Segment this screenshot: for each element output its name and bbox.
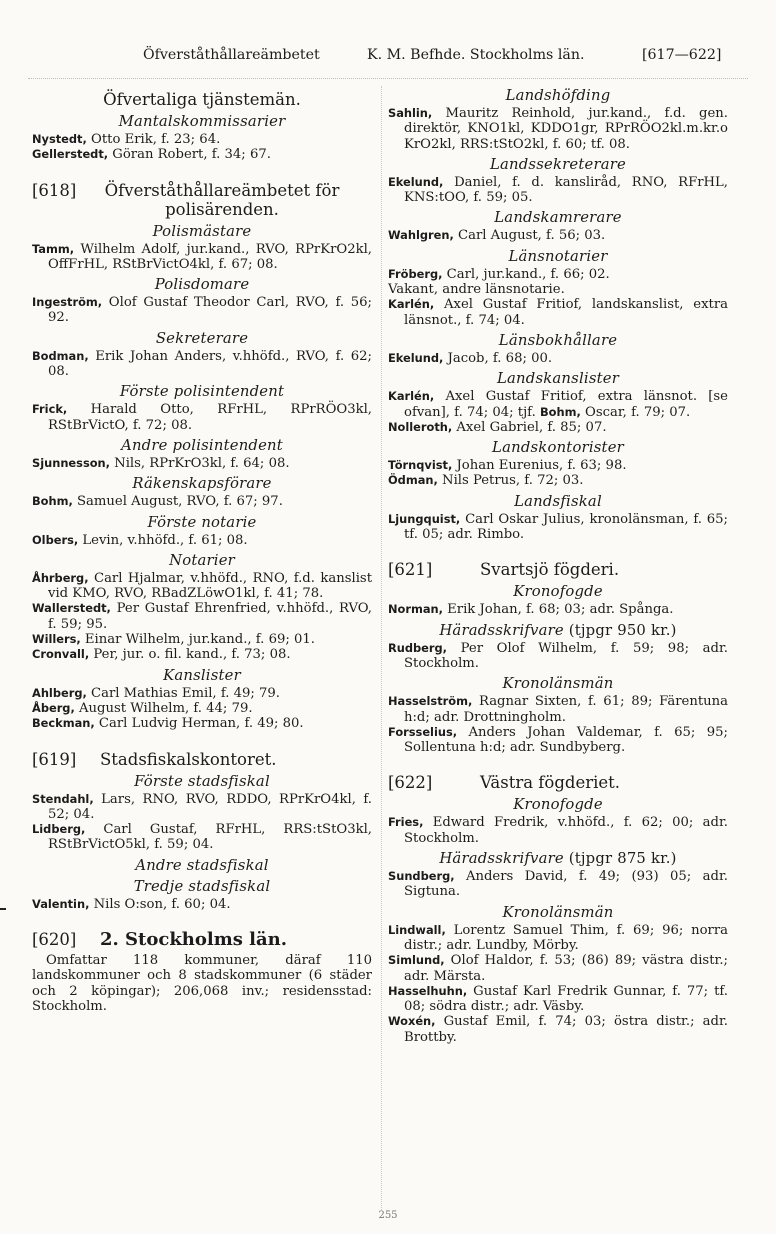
entry-text: Lorentz Samuel Thim, f. 69; 96; norra distr.; adr. Lundby, Mörby. xyxy=(404,922,728,953)
entry xyxy=(32,701,372,716)
entry-name: Beckman, xyxy=(32,716,95,731)
role-heading: Sekreterare xyxy=(155,329,249,347)
section-618-heading xyxy=(32,181,372,219)
entry xyxy=(32,647,372,662)
entry-name: Woxén, xyxy=(388,1014,436,1029)
entry-text: Mauritz Reinhold, jur.kand., f.d. gen. direktör, KNO1kl, KDDO1gr, RPrRÖO2kl.m.kr.o KrO2kl, RRS:tStO2kl, f. 60; tf. 08. xyxy=(404,106,728,152)
entry-text: August Wilhelm, f. 44; 79. xyxy=(74,700,253,716)
entry xyxy=(388,389,728,420)
entry-text: Harald Otto, RFrHL, RPrRÖO3kl, RStBrVictO, f. 72; 08. xyxy=(48,402,372,433)
entry-text: Gustaf Emil, f. 74; 03; östra distr.; adr. Brottby. xyxy=(404,1014,728,1045)
entry xyxy=(32,792,372,823)
entry xyxy=(32,533,372,548)
entry-name: Wahlgren, xyxy=(388,228,454,243)
section-619-heading xyxy=(32,750,372,769)
entry-text: Jacob, f. 68; 00. xyxy=(443,350,553,366)
entry xyxy=(388,267,728,282)
section-title: Stadsfiskalskontoret. xyxy=(100,749,277,769)
entry-name: Frick, xyxy=(32,402,68,417)
entry-text: Daniel, f. d. kansliråd, RNO, RFrHL, KNS:tOO, f. 59; 05. xyxy=(404,174,728,206)
role-heading xyxy=(388,622,728,639)
entry xyxy=(32,686,372,701)
entry-name: Ekelund, xyxy=(388,350,444,365)
role-heading: Förste notarie xyxy=(147,513,257,531)
entry-text: Edward Fredrik, v.hhöfd., f. 62; 00; adr. Stockholm. xyxy=(404,815,728,846)
entry-name: Bohm, xyxy=(539,404,581,419)
header-area: K. M. Befhde. Stockholms län. xyxy=(367,47,585,63)
role-heading: Länsbokhållare xyxy=(498,331,618,349)
entry-text: Nils Petrus, f. 72; 03. xyxy=(437,473,584,489)
entry-text: Anders Johan Valdemar, f. 65; 95; Sollentuna h:d; adr. Sundbyberg. xyxy=(404,724,728,756)
header-authority: Öfverståthållareämbetet xyxy=(143,47,320,63)
section-number: [618] xyxy=(32,180,77,200)
entry xyxy=(388,815,728,846)
role-heading-title: Häradsskrifvare xyxy=(439,850,564,868)
entry-name: Ahlberg, xyxy=(32,685,87,700)
role-heading: Andre stadsfiskal xyxy=(135,856,269,874)
entry xyxy=(32,897,372,912)
entry-name: Tamm, xyxy=(32,241,75,256)
entry-name: Sahlin, xyxy=(388,106,433,120)
entry-name: Åberg, xyxy=(32,700,75,715)
entry xyxy=(32,571,372,602)
entry-text: Otto Erik, f. 23; 64. xyxy=(86,132,221,147)
section-title: Öfvertaliga tjänstemän. xyxy=(103,90,301,109)
entry-text: Nils, RPrKrO3kl, f. 64; 08. xyxy=(109,455,290,471)
header-page-range: [617—622] xyxy=(642,47,722,63)
entry-text: Carl Gustaf, RFrHL, RRS:tStO3kl, RStBrVictO5kl, f. 59; 04. xyxy=(48,822,372,853)
entry-name: Lidberg, xyxy=(32,822,86,837)
entry xyxy=(32,494,372,509)
entry-text: Lars, RNO, RVO, RDDO, RPrKrO4kl, f. 52; 04. xyxy=(48,791,372,822)
entry-text: Göran Robert, f. 34; 67. xyxy=(108,147,271,163)
entry xyxy=(388,175,728,206)
entry xyxy=(388,512,728,543)
entry xyxy=(388,694,728,725)
entry-name: Ingeström, xyxy=(32,295,103,310)
entry-name: Ljungquist, xyxy=(388,511,461,526)
entry xyxy=(32,147,372,162)
entry-name: Nolleroth, xyxy=(388,419,453,434)
entry xyxy=(388,106,728,152)
entry-name: Karlén, xyxy=(388,297,435,312)
entry xyxy=(388,923,728,954)
role-heading: Förste polisintendent xyxy=(119,383,285,401)
entry-name: Forsselius, xyxy=(388,724,458,739)
entry-text: Wilhelm Adolf, jur.kand., RVO, RPrKrO2kl, OffFrHL, RStBrVictO4kl, f. 67; 08. xyxy=(48,241,372,272)
entry-text: Olof Gustaf Theodor Carl, RVO, f. 56; 92. xyxy=(48,295,372,326)
entry-name: Ekelund, xyxy=(388,174,444,189)
section-622-heading xyxy=(388,773,728,792)
entry-text: Per Gustaf Ehrenfried, v.hhöfd., RVO, f. 59; 95. xyxy=(48,601,372,632)
role-heading: Kronolänsmän xyxy=(502,903,614,921)
entry-name: Cronvall, xyxy=(32,647,90,662)
entry-text: Carl Ludvig Herman, f. 49; 80. xyxy=(94,716,304,732)
entry xyxy=(32,295,372,326)
role-heading xyxy=(388,850,728,867)
entry-name: Hasselhuhn, xyxy=(388,983,468,998)
entry-text: Johan Eurenius, f. 63; 98. xyxy=(452,458,627,474)
right-column xyxy=(388,86,728,1045)
entry xyxy=(32,349,372,380)
entry-text: Carl, jur.kand., f. 66; 02. xyxy=(442,266,610,282)
entry-name: Ödman, xyxy=(388,473,438,488)
entry-text: Axel Gabriel, f. 85; 07. xyxy=(452,419,607,435)
entry xyxy=(388,297,728,328)
entry xyxy=(388,458,728,473)
entry xyxy=(32,132,372,147)
entry-name: Norman, xyxy=(388,602,443,617)
section-620-heading xyxy=(32,930,372,949)
entry-text: Axel Gustaf Fritiof, extra länsnot. [se ofvan], f. 74; 04; tjf. xyxy=(404,389,728,420)
section-title: Västra fögderiet. xyxy=(480,773,621,793)
entry-text: Carl Mathias Emil, f. 49; 79. xyxy=(86,685,281,701)
role-heading: Kronofogde xyxy=(513,583,603,601)
role-heading: Landskontorister xyxy=(492,439,624,457)
entry-name: Karlén, xyxy=(388,389,435,404)
entry-text: Olof Haldor, f. 53; (86) 89; västra distr.; adr. Märsta. xyxy=(404,953,728,984)
role-heading: Landshöfding xyxy=(505,87,611,104)
entry-text: Erik Johan Anders, v.hhöfd., RVO, f. 62; 08. xyxy=(48,348,372,380)
entry xyxy=(32,716,372,731)
entry xyxy=(388,984,728,1015)
entry-name: Nystedt, xyxy=(32,132,87,146)
entry-name: Törnqvist, xyxy=(388,458,453,473)
role-heading: Notarier xyxy=(169,551,235,569)
entry xyxy=(32,822,372,853)
role-heading: Landsfiskal xyxy=(514,492,602,510)
entry xyxy=(388,420,728,435)
role-heading: Räkenskapsförare xyxy=(132,475,272,493)
role-heading: Länsnotarier xyxy=(508,247,608,265)
entry-name: Bodman, xyxy=(32,348,89,363)
entry-text: Nils O:son, f. 60; 04. xyxy=(89,896,231,912)
entry xyxy=(388,602,728,617)
role-heading: Polismästare xyxy=(152,222,252,240)
section-number: [622] xyxy=(388,773,433,793)
entry-text: Carl Oskar Julius, kronolänsman, f. 65; tf. 05; adr. Rimbo. xyxy=(404,511,728,543)
entry-name: Valentin, xyxy=(32,896,90,911)
entry xyxy=(388,351,728,366)
entry-name: Fries, xyxy=(388,815,424,830)
entry-text: Einar Wilhelm, jur.kand., f. 69; 01. xyxy=(80,632,315,648)
entry-text: Per Olof Wilhelm, f. 59; 98; adr. Stockholm. xyxy=(404,640,728,671)
entry-text: Samuel August, RVO, f. 67; 97. xyxy=(72,494,283,510)
role-heading: Kanslister xyxy=(163,666,241,684)
entry xyxy=(32,456,372,471)
entry xyxy=(388,953,728,984)
entry-text: Gustaf Karl Fredrik Gunnar, f. 77; tf. 08; södra distr.; adr. Väsby. xyxy=(404,983,728,1015)
entry-name: Lindwall, xyxy=(388,922,446,937)
entry xyxy=(388,228,728,243)
entry-text: Carl August, f. 56; 03. xyxy=(453,228,606,244)
entry xyxy=(32,242,372,273)
entry-text: Per, jur. o. fil. kand., f. 73; 08. xyxy=(89,647,291,663)
left-column xyxy=(32,86,372,1014)
entry-text: Levin, v.hhöfd., f. 61; 08. xyxy=(78,532,248,548)
entry-text: Anders David, f. 49; (93) 05; adr. Sigtuna. xyxy=(404,869,728,900)
entry xyxy=(388,725,728,756)
role-heading: Tredje stadsfiskal xyxy=(133,877,271,895)
role-heading: Landssekreterare xyxy=(489,155,627,173)
entry-name: Wallerstedt, xyxy=(32,601,111,616)
entry: Vakant, andre länsnotarie. xyxy=(388,282,565,298)
role-heading: Landskamrerare xyxy=(494,209,622,227)
entry-name: Stendahl, xyxy=(32,791,94,806)
entry xyxy=(388,869,728,900)
entry-name: Sundberg, xyxy=(388,869,455,884)
entry-name: Sjunnesson, xyxy=(32,455,110,470)
entry-text: Carl Hjalmar, v.hhöfd., RNO, f.d. kanslist vid KMO, RVO, RBadZLöwO1kl, f. 41; 78. xyxy=(48,570,372,602)
role-heading-title: Häradsskrifvare xyxy=(439,621,564,639)
role-heading: Kronofogde xyxy=(513,796,603,814)
section-number: [619] xyxy=(32,749,77,769)
entry-text: Axel Gustaf Fritiof, landskanslist, extra länsnot., f. 74; 04. xyxy=(404,297,728,328)
margin-mark xyxy=(0,908,6,910)
column-divider xyxy=(381,86,382,1210)
section-title: Svartsjö fögderi. xyxy=(480,560,620,580)
entry xyxy=(388,1014,728,1045)
entry xyxy=(388,641,728,672)
entry-name: Rudberg, xyxy=(388,640,448,655)
page-number: 255 xyxy=(378,1210,398,1221)
entry-text: Erik Johan, f. 68; 03; adr. Spånga. xyxy=(442,602,674,618)
header-rule xyxy=(28,78,748,79)
entry xyxy=(388,473,728,488)
entry-name: Olbers, xyxy=(32,532,79,547)
entry-name: Bohm, xyxy=(32,494,73,509)
role-heading: Landskanslister xyxy=(497,370,619,388)
role-heading: Andre polisintendent xyxy=(121,436,283,454)
section-title: 2. Stockholms län. xyxy=(100,929,288,951)
entry-text: Ragnar Sixten, f. 61; 89; Färentuna h:d; adr. Drottningholm. xyxy=(404,694,728,725)
entry-name: Hasselström, xyxy=(388,694,473,709)
role-heading: Polisdomare xyxy=(154,276,250,294)
section-number: [621] xyxy=(388,560,433,580)
entry-name: Willers, xyxy=(32,632,81,647)
entry-name: Gellerstedt, xyxy=(32,147,109,162)
entry-name: Simlund, xyxy=(388,953,445,968)
running-header xyxy=(0,48,776,68)
entry xyxy=(32,632,372,647)
section-title: Öfverståthållareämbetet för polisärenden. xyxy=(104,180,340,219)
salary-note: (tjpgr 875 kr.) xyxy=(563,850,677,868)
entry-name: Fröberg, xyxy=(388,266,443,281)
salary-note: (tjpgr 950 kr.) xyxy=(563,621,677,639)
county-description: Omfattar 118 kommuner, däraf 110 landskommuner och 8 stadskommuner (6 städer och 2 köpingar); 206,068 inv.; residensstad: Stockholm. xyxy=(32,953,372,1014)
entry xyxy=(32,402,372,433)
section-621-heading xyxy=(388,560,728,579)
role-heading: Mantalskommissarier xyxy=(118,113,286,130)
entry-name: Åhrberg, xyxy=(32,570,89,585)
role-heading: Kronolänsmän xyxy=(502,675,614,693)
section-number: [620] xyxy=(32,930,77,950)
role-heading: Förste stadsfiskal xyxy=(134,772,270,790)
entry xyxy=(32,601,372,632)
entry-text: Oscar, f. 79; 07. xyxy=(580,404,691,420)
